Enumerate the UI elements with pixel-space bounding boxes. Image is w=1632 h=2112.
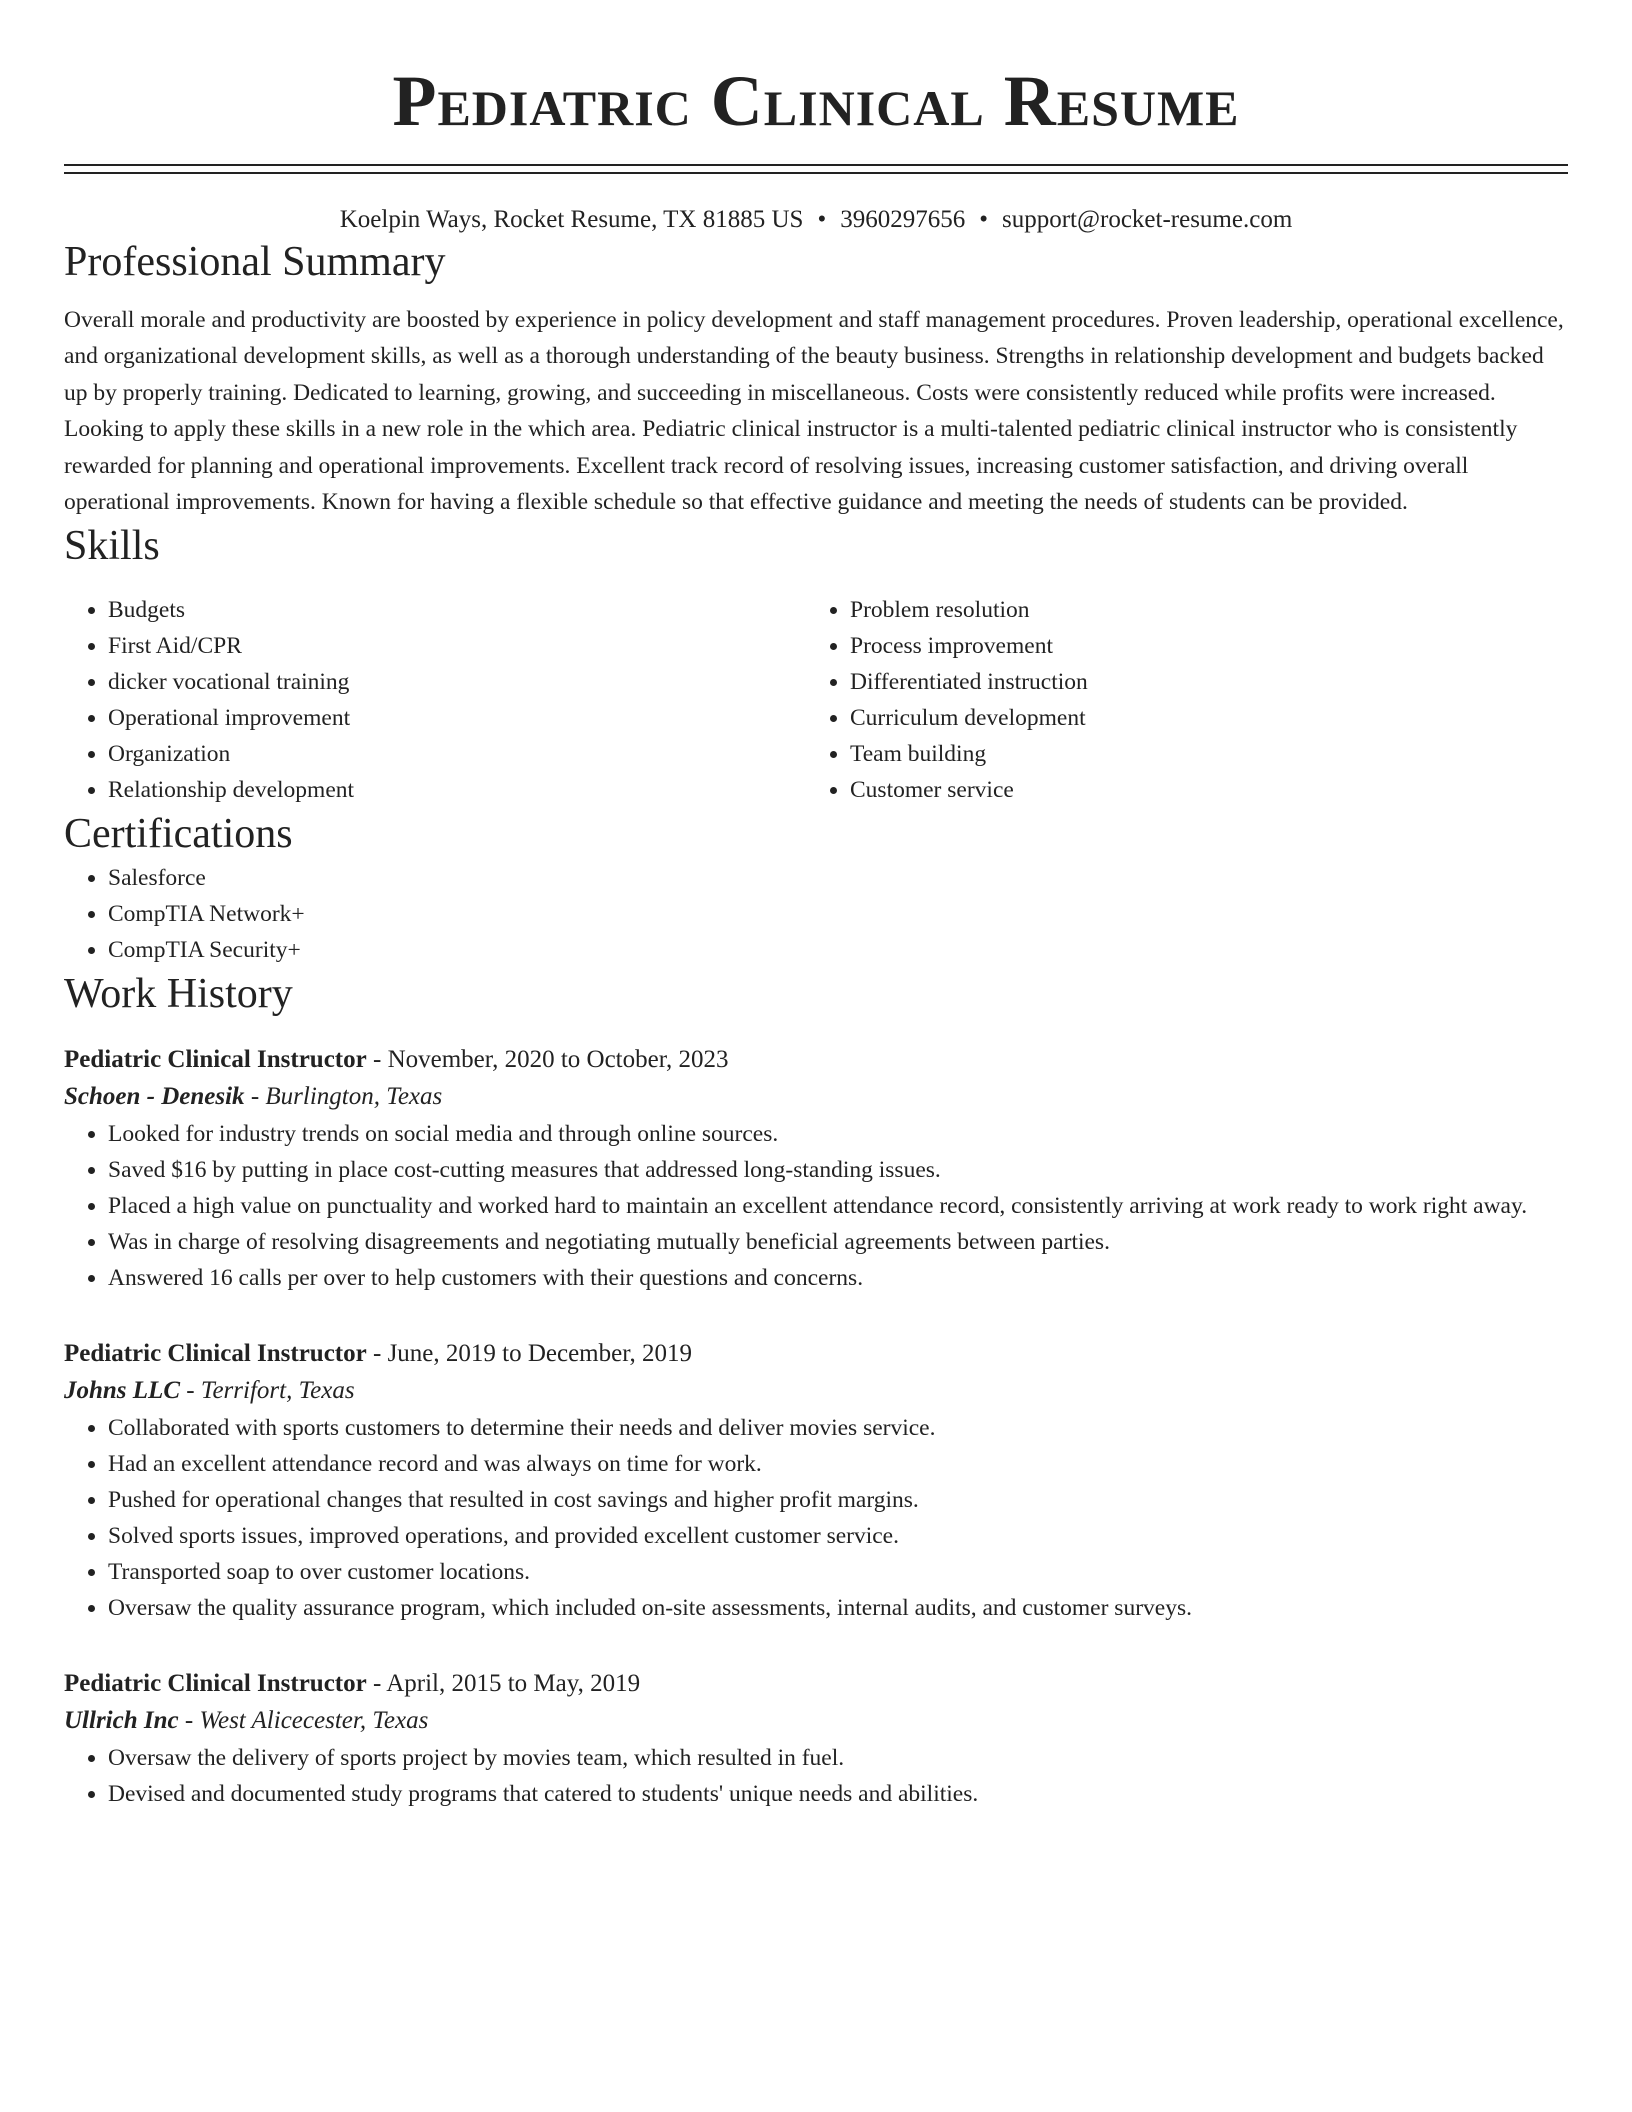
job-company: Schoen - Denesik	[64, 1083, 245, 1111]
skills-list-right	[806, 592, 1548, 808]
job-dash: -	[180, 1377, 201, 1405]
job-bullet-list	[64, 1410, 1568, 1626]
job-dash: -	[366, 1340, 388, 1368]
job-title: Pediatric Clinical Instructor	[64, 1670, 367, 1698]
job-company-line	[64, 1372, 1568, 1410]
job-company: Ullrich Inc	[64, 1707, 179, 1735]
job-bullet: • Transported soap to over customer locations.	[108, 1554, 1568, 1590]
job-title: Pediatric Clinical Instructor	[64, 1340, 367, 1368]
job-bullet: • Pushed for operational changes that resulted in cost savings and higher profit margins.	[108, 1482, 1568, 1518]
job-bullet: • Oversaw the quality assurance program, which included on-site assessments, internal audits, and customer surveys.	[108, 1590, 1568, 1626]
job-bullet-list	[64, 1740, 1568, 1812]
skill-item: • Budgets	[108, 592, 806, 628]
skill-item: • Team building	[850, 736, 1548, 772]
skill-item: • Customer service	[850, 772, 1548, 808]
job-dates: June, 2019 to December, 2019	[387, 1340, 693, 1368]
job-dash: -	[366, 1670, 387, 1698]
job-entry	[64, 1336, 1568, 1626]
job-location: Terrifort, Texas	[200, 1377, 355, 1405]
job-company: Johns LLC	[64, 1377, 181, 1405]
job-dates: November, 2020 to October, 2023	[387, 1046, 729, 1074]
summary-text: Overall morale and productivity are boosted by experience in policy development and staff management procedures. Proven leadership, operational excellence, and organizational development skills, as well as a thorough understanding of the beauty business. Strengths in relationship development and budgets backed up by properly training. Dedicated to learning, growing, and succeeding in miscellaneous. Costs were consistently reduced while profits were increased. Looking to apply these skills in a new role in the which area. Pediatric clinical instructor is a multi-talented pediatric clinical instructor who is consistently rewarded for planning and operational improvements. Excellent track record of resolving issues, increasing customer satisfaction, and driving overall operational improvements. Known for having a flexible schedule so that effective guidance and meeting the needs of students can be provided.	[64, 307, 1564, 516]
job-bullet: • Collaborated with sports customers to determine their needs and deliver movies service.	[108, 1410, 1568, 1446]
certifications-list	[64, 860, 1568, 968]
skill-item: • First Aid/CPR	[108, 628, 806, 664]
job-title-line	[64, 1666, 1568, 1702]
certifications-heading: Certifications	[64, 811, 293, 858]
skills-column-right	[806, 592, 1548, 808]
job-entry	[64, 1666, 1568, 1812]
job-title-line	[64, 1042, 1568, 1078]
certification-item: • CompTIA Network+	[108, 896, 1568, 932]
skills-list-left	[64, 592, 806, 808]
skill-item: • Differentiated instruction	[850, 664, 1548, 700]
work-history-heading: Work History	[64, 971, 293, 1018]
job-bullet: • Oversaw the delivery of sports project by movies team, which resulted in fuel.	[108, 1740, 1568, 1776]
job-bullet: • Placed a high value on punctuality and worked hard to maintain an excellent attendance record, consistently arriving at work ready to work right away.	[108, 1188, 1568, 1224]
job-location: Burlington, Texas	[265, 1083, 443, 1111]
job-bullet: • Answered 16 calls per over to help customers with their questions and concerns.	[108, 1260, 1568, 1296]
job-company-line	[64, 1702, 1568, 1740]
skill-item: • Operational improvement	[108, 700, 806, 736]
job-bullet: • Saved $16 by putting in place cost-cutting measures that addressed long-standing issues.	[108, 1152, 1568, 1188]
job-bullet: • Had an excellent attendance record and was always on time for work.	[108, 1446, 1568, 1482]
job-title-line	[64, 1336, 1568, 1372]
job-bullet-list	[64, 1116, 1568, 1296]
job-dash: -	[366, 1046, 388, 1074]
job-bullet: • Looked for industry trends on social media and through online sources.	[108, 1116, 1568, 1152]
job-dash: -	[244, 1083, 266, 1111]
job-company-line	[64, 1078, 1568, 1116]
certification-item: • Salesforce	[108, 860, 1568, 896]
skills-column-left	[64, 592, 806, 808]
summary-heading: Professional Summary	[64, 239, 446, 285]
job-title: Pediatric Clinical Instructor	[64, 1046, 367, 1074]
job-dates: April, 2015 to May, 2019	[386, 1670, 641, 1698]
job-bullet: • Devised and documented study programs that catered to students' unique needs and abilities.	[108, 1776, 1568, 1812]
job-dash: -	[178, 1707, 200, 1735]
contact-separator: •	[817, 206, 827, 233]
certification-item: • CompTIA Security+	[108, 932, 1568, 968]
job-entry	[64, 1042, 1568, 1296]
skills-heading: Skills	[64, 523, 160, 570]
title-divider	[64, 164, 1568, 174]
job-bullet: • Was in charge of resolving disagreements and negotiating mutually beneficial agreements between parties.	[108, 1224, 1568, 1260]
job-bullet: • Solved sports issues, improved operations, and provided excellent customer service.	[108, 1518, 1568, 1554]
skill-item: • Curriculum development	[850, 700, 1548, 736]
contact-address: Koelpin Ways, Rocket Resume, TX 81885 US	[339, 206, 804, 233]
resume-title: Pediatric Clinical Resume	[392, 61, 1240, 141]
skill-item: • Relationship development	[108, 772, 806, 808]
contact-email: support@rocket-resume.com	[1001, 206, 1293, 233]
contact-separator: •	[979, 206, 988, 233]
skill-item: • Process improvement	[850, 628, 1548, 664]
skills-grid	[64, 592, 1568, 808]
skill-item: • Organization	[108, 736, 806, 772]
contact-line	[64, 204, 1568, 236]
skill-item: • dicker vocational training	[108, 664, 806, 700]
contact-phone: 3960297656	[840, 206, 966, 233]
job-location: West Alicecester, Texas	[199, 1707, 429, 1735]
skill-item: • Problem resolution	[850, 592, 1548, 628]
